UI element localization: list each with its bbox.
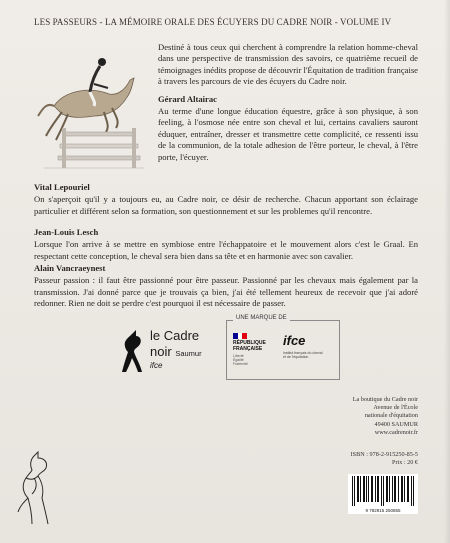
price: Prix : 20 € xyxy=(392,459,418,467)
address-line: La boutique du Cadre noir xyxy=(352,396,418,403)
jumping-horse-illustration xyxy=(34,36,146,176)
brand-of-title: UNE MARQUE DE xyxy=(233,315,290,321)
ifce-subtitle: Institut français du cheval et de l'équitation xyxy=(283,351,323,360)
series-title: LES PASSEURS - LA MÉMOIRE ORALE DES ÉCUYERS DU CADRE NOIR - VOLUME IV xyxy=(34,17,392,27)
barcode xyxy=(348,474,418,514)
barcode-bars xyxy=(348,476,418,508)
isbn: ISBN : 978-2-915250-85-5 xyxy=(350,451,418,458)
horse-rearing-icon xyxy=(116,328,146,374)
witness-quote: On s'aperçoit qu'il y a toujours eu, au Cadre noir, ce désir de recherche. Chacun apportant son éclairage particulier et différent selon sa formation, son questionnement et sur les problemes qu'il rencontre. xyxy=(34,194,418,216)
cadre-noir-name-line2 xyxy=(150,344,202,359)
witness-quote: Passeur passion : il faut être passionné pour être passeur. Passionné par les chevaux mais également par la transmission. J'ai donné parce que je trouvais ça bien, j'ai été tellement heureux de recevoir que j'ai adoré redonner. Rien ne doit se perdre c'est pourquoi il est nécessaire de passer. xyxy=(34,275,418,309)
spine-shadow xyxy=(444,0,450,543)
ifce-logo: ifce xyxy=(283,333,306,348)
address-line: 49400 SAUMUR xyxy=(374,420,418,428)
address-line: nationale d'équitation xyxy=(364,412,418,420)
french-flag-icon xyxy=(233,333,247,339)
isbn-price-block xyxy=(300,451,418,467)
cadre-noir-name-line1: le Cadre xyxy=(150,328,200,343)
quote-block-2 xyxy=(34,227,418,262)
witness-name: Vital Lepouriel xyxy=(34,182,90,192)
republique-francaise-text: RÉPUBLIQUE FRANÇAISE xyxy=(233,340,266,352)
witness-name: Alain Vancraeynest xyxy=(34,263,106,273)
intro-paragraph: Destiné à tous ceux qui cherchent à comprendre la relation homme-cheval dans une perspective de transmission des savoirs, ce quatrième recueil de témoignages inédits propose de découvrir l'Équitation de tradition française à travers les parcours de vie des écuyers du Cadre noir. xyxy=(158,42,418,87)
witness-name: Gérard Altairac xyxy=(158,93,217,104)
publisher-address xyxy=(300,396,418,437)
republique-francaise-motto: Liberté Égalité Fraternité xyxy=(233,354,248,366)
address-line: Avenue de l'École xyxy=(373,404,418,412)
cadre-noir-location: Saumur xyxy=(175,349,202,358)
cadre-noir-word: noir xyxy=(150,344,172,359)
cadre-noir-ifce-tag: ifce xyxy=(150,361,163,370)
witness-quote: Au terme d'une longue éducation équestre, grâce à son physique, à son feeling, à l'osmose née entre son cheval et lui, certains cavaliers sauront éduquer, entraîner, dresser et transmettre cette complicité, ce ressenti issu de la communion, de la totale adhesion de l'être porteur, le cheval, à l'être porte, l'écuyer. xyxy=(158,106,418,162)
witness-name: Jean-Louis Lesch xyxy=(34,227,99,237)
republique-francaise-logo xyxy=(233,333,273,366)
rearing-horse-sketch xyxy=(14,450,58,526)
barcode-number: 9 782915 250855 xyxy=(365,508,401,513)
intro-text-block xyxy=(158,42,418,163)
witness-quote: Lorsque l'on arrive à se mettre en symbiose entre l'échappatoire et le mouvement alors c'est le Graal. En respectant cette conception, le cheval sera bien dans sa tête et en harmonie avec son cavalier. xyxy=(34,239,418,261)
cadre-noir-logo xyxy=(116,328,216,374)
quote-block-1 xyxy=(34,182,418,217)
website-link[interactable]: www.cadrenoir.fr xyxy=(374,428,418,436)
brand-of-box xyxy=(226,315,340,380)
quote-block-3 xyxy=(34,263,418,310)
logos-area xyxy=(116,316,336,376)
